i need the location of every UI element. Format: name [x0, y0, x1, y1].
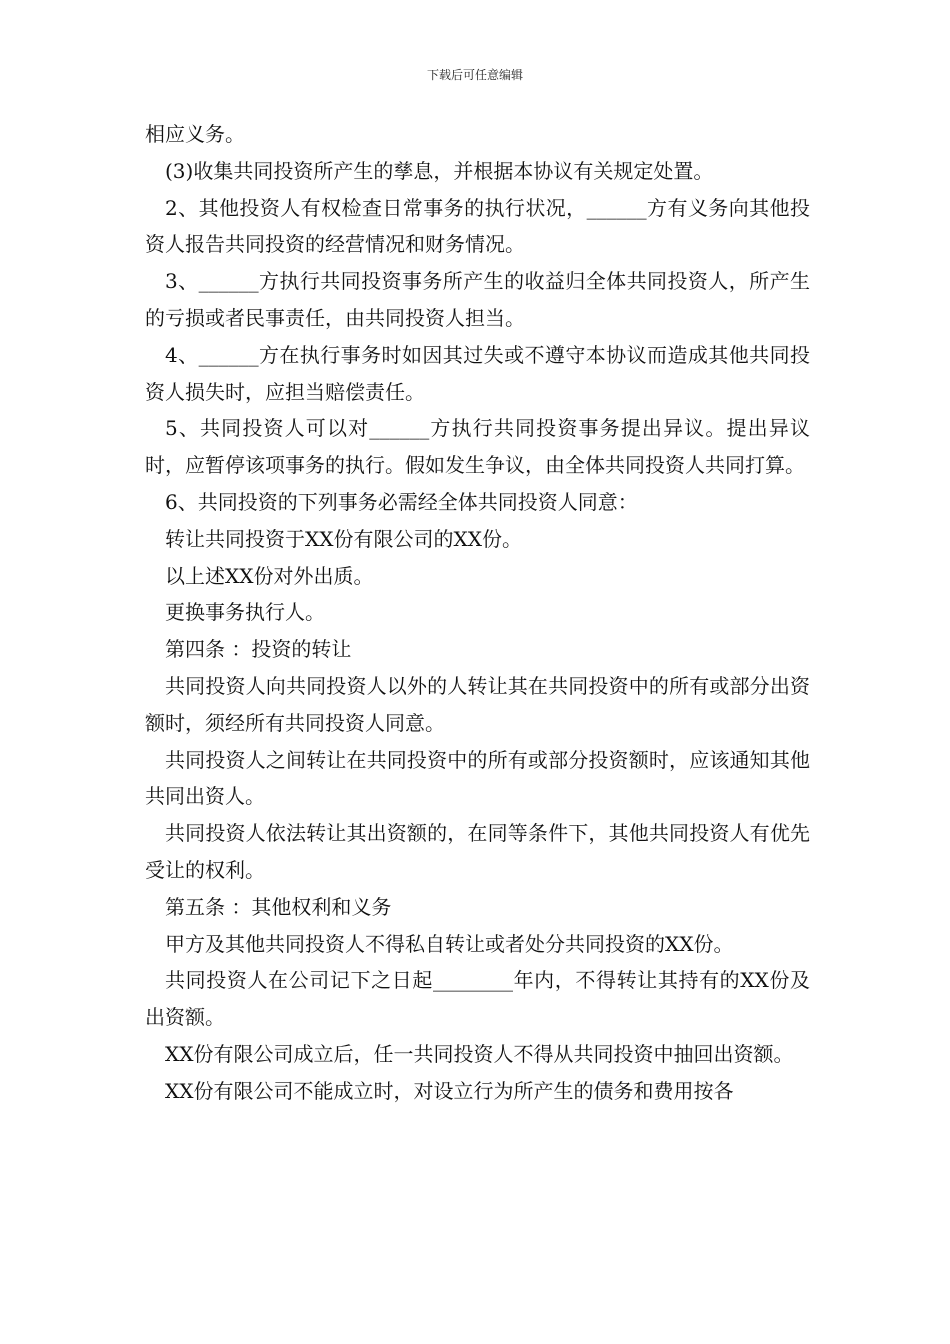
- paragraph: XX份有限公司成立后，任一共同投资人不得从共同投资中抽回出资额。: [165, 1041, 794, 1066]
- list-item: 以上述XX份对外出质。: [165, 563, 374, 588]
- section-heading-article-4: 第四条 ：投资的转让: [165, 637, 352, 662]
- paragraph: 共同投资人向共同投资人以外的人转让其在共同投资中的所有或部分出资额时，须经所有共同投资人同意。: [145, 673, 810, 735]
- paragraph: 相应义务。: [145, 122, 245, 146]
- paragraph: 4、______方在执行事务时如因其过失或不遵守本协议而造成其他共同投资人损失时，应担当赔偿责任。: [145, 342, 810, 404]
- paragraph: XX份有限公司不能成立时，对设立行为所产生的债务和费用按各: [165, 1078, 734, 1103]
- paragraph: 共同投资人在公司记下之日起________年内，不得转让其持有的XX份及出资额。: [145, 968, 810, 1030]
- paragraph: 3、______方执行共同投资事务所产生的收益归全体共同投资人，所产生的亏损或者民事责任，由共同投资人担当。: [145, 269, 810, 330]
- list-item: 更换事务执行人。: [165, 600, 325, 625]
- paragraph: 甲方及其他共同投资人不得私自转让或者处分共同投资的XX份。: [165, 931, 734, 956]
- list-item: 转让共同投资于XX份有限公司的XX份。: [165, 526, 522, 551]
- page-header-note: 下载后可任意编辑: [426, 68, 523, 82]
- paragraph: 2、其他投资人有权检查日常事务的执行状况，______方有义务向其他投资人报告共同投资的经营情况和财务情况。: [145, 195, 810, 257]
- paragraph: 5、共同投资人可以对______方执行共同投资事务提出异议。提出异议时，应暂停该项事务的执行。假如发生争议，由全体共同投资人共同打算。: [145, 416, 810, 478]
- document-body: [145, 116, 810, 1110]
- paragraph: (3)收集共同投资所产生的孳息，并根据本协议有关规定处置。: [165, 158, 714, 183]
- section-heading-article-5: 第五条 ：其他权利和义务: [165, 894, 392, 919]
- paragraph: 共同投资人之间转让在共同投资中的所有或部分投资额时，应该通知其他共同出资人。: [145, 747, 810, 809]
- paragraph: 共同投资人依法转让其出资额的，在同等条件下，其他共同投资人有优先受让的权利。: [145, 821, 810, 882]
- paragraph: 6、共同投资的下列事务必需经全体共同投资人同意：: [165, 489, 638, 514]
